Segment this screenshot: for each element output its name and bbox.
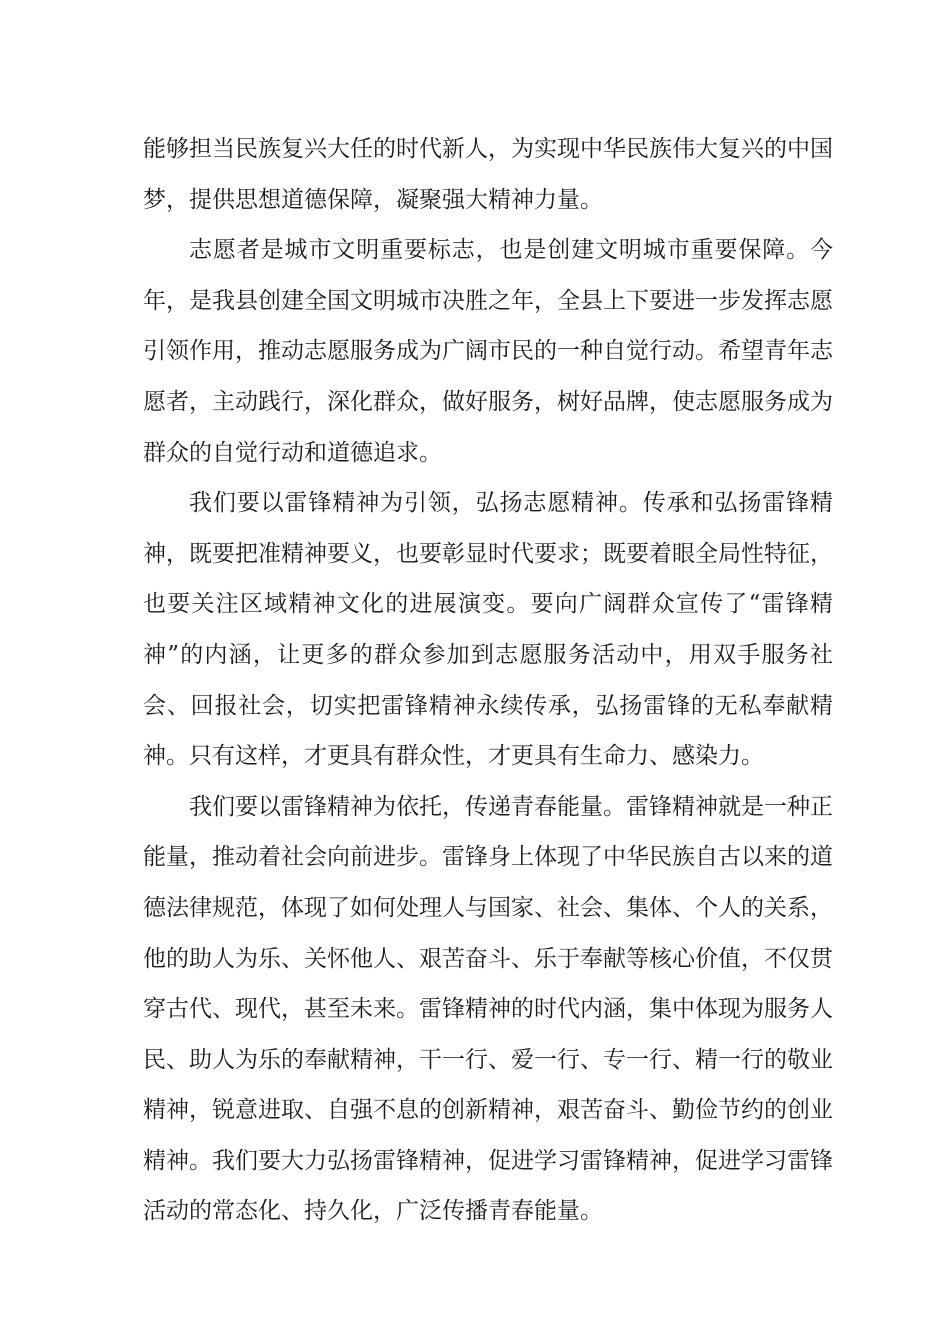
paragraph-4: 我们要以雷锋精神为依托，传递青春能量。雷锋精神就是一种正能量，推动着社会向前进步。雷锋身上体现了中华民族自古以来的道德法律规范，体现了如何处理人与国家、社会、集体、个人的关系，他的助人为乐、关怀他人、艰苦奋斗、乐于奉献等核心价值，不仅贯穿古代、现代，甚至未来。雷锋精神的时代内涵，集中体现为服务人民、助人为乐的奉献精神，干一行、爱一行、专一行、精一行的敬业精神，锐意进取、自强不息的创新精神，艰苦奋斗、勤俭节约的创业精神。我们要大力弘扬雷锋精神，促进学习雷锋精神，促进学习雷锋活动的常态化、持久化，广泛传播青春能量。 — [143, 793, 833, 1225]
paragraph-1: 能够担当民族复兴大任的时代新人，为实现中华民族伟大复兴的中国梦，提供思想道德保障，凝聚强大精神力量。 — [143, 136, 833, 213]
paragraph-3: 我们要以雷锋精神为引领，弘扬志愿精神。传承和弘扬雷锋精神，既要把准精神要义，也要彰显时代要求；既要着眼全局性特征，也要关注区域精神文化的进展演变。要向广阔群众宣传了“雷锋精神”的内涵，让更多的群众参加到志愿服务活动中，用双手服务社会、回报社会，切实把雷锋精神永续传承，弘扬雷锋的无私奉献精神。只有这样，才更具有群众性，才更具有生命力、感染力。 — [143, 490, 833, 770]
document-body — [143, 124, 833, 1237]
paragraph-2: 志愿者是城市文明重要标志，也是创建文明城市重要保障。今年，是我县创建全国文明城市决胜之年，全县上下要进一步发挥志愿引领作用，推动志愿服务成为广阔市民的一种自觉行动。希望青年志愿者，主动践行，深化群众，做好服务，树好品牌，使志愿服务成为群众的自觉行动和道德追求。 — [143, 237, 833, 466]
